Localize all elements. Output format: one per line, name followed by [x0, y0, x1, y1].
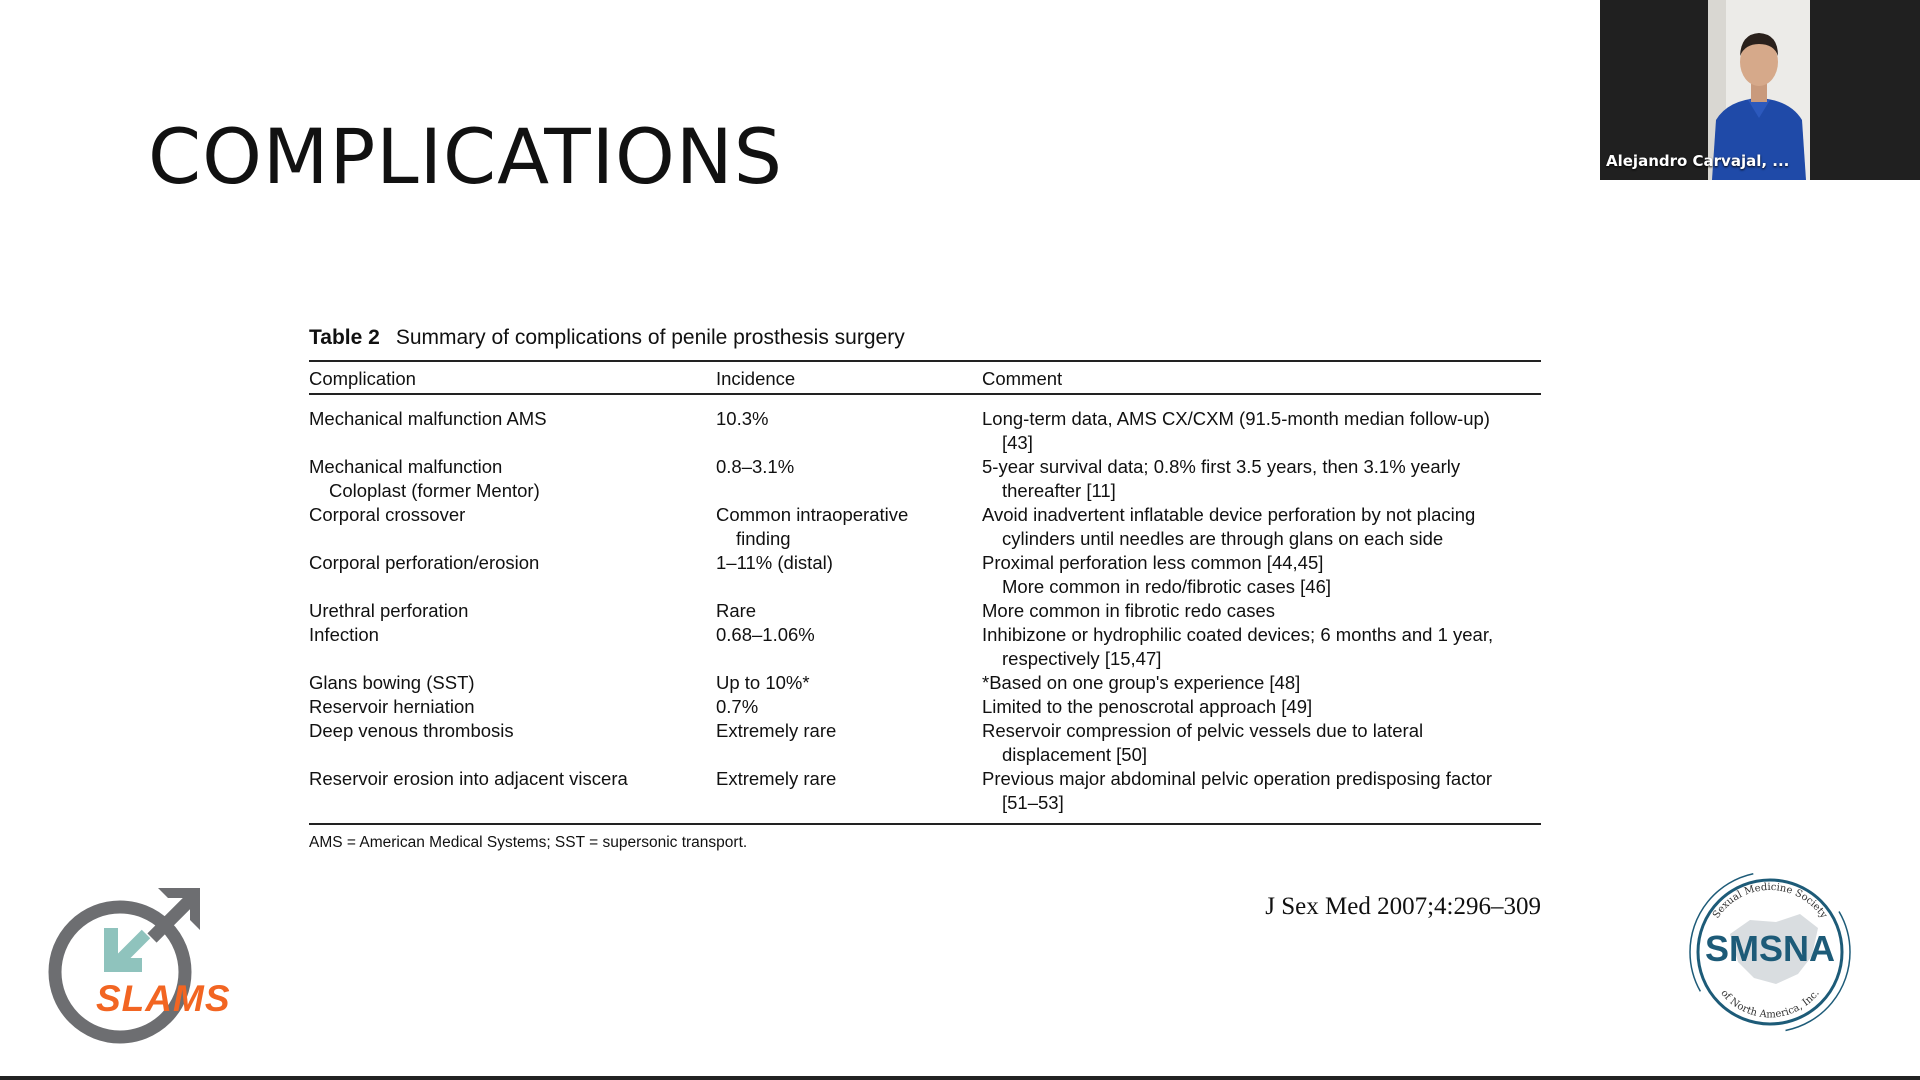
cell-line: Up to 10%* [716, 672, 810, 693]
cell-comment [982, 503, 1541, 551]
cell-line: Inhibizone or hydrophilic coated devices; 6 months and 1 year, [982, 624, 1494, 645]
cell-line: 5-year survival data; 0.8% first 3.5 years, then 3.1% yearly [982, 456, 1461, 477]
cell-incidence [716, 455, 982, 503]
header-complication: Complication [309, 361, 716, 394]
cell-line: 0.8–3.1% [716, 456, 795, 477]
cell-line: More common in redo/fibrotic cases [46] [1002, 576, 1332, 597]
cell-comment [982, 767, 1541, 824]
cell-incidence [716, 551, 982, 599]
cell-line: 0.7% [716, 696, 759, 717]
journal-citation: J Sex Med 2007;4:296–309 [1265, 893, 1541, 920]
table-row [309, 455, 1541, 503]
cell-line: Common intraoperative [716, 504, 909, 525]
table-caption-text: Summary of complications of penile prosthesis surgery [395, 326, 905, 349]
header-incidence: Incidence [716, 361, 982, 394]
smsna-logo-text: SMSNA [1704, 928, 1835, 969]
cell-line: respectively [15,47] [1002, 648, 1162, 669]
cell-comment [982, 695, 1541, 719]
smsna-logo [1680, 862, 1860, 1042]
cell-comment [982, 599, 1541, 623]
cell-line: Urethral perforation [309, 600, 469, 621]
participant-video-tile[interactable] [1600, 0, 1920, 180]
table-footnote: AMS = American Medical Systems; SST = supersonic transport. [309, 834, 748, 851]
table-row [309, 671, 1541, 695]
cell-line: Long-term data, AMS CX/CXM (91.5-month median follow-up) [982, 408, 1490, 429]
cell-line: Corporal perforation/erosion [309, 552, 540, 573]
complications-table [309, 360, 1541, 825]
cell-line: Glans bowing (SST) [309, 672, 475, 693]
cell-line: Corporal crossover [309, 504, 466, 525]
cell-complication [309, 671, 716, 695]
cell-line: Rare [716, 600, 757, 621]
cell-comment [982, 455, 1541, 503]
cell-line: Reservoir erosion into adjacent viscera [309, 768, 628, 789]
cell-complication [309, 503, 716, 551]
table-row [309, 719, 1541, 767]
cell-line: Coloplast (former Mentor) [329, 480, 540, 501]
svg-text:Sexual Medicine Society [1711, 882, 1829, 921]
cell-complication [309, 623, 716, 671]
slams-logo-text: SLAMS [96, 978, 231, 1019]
cell-comment [982, 551, 1541, 599]
cell-line: Reservoir compression of pelvic vessels due to lateral [982, 720, 1424, 741]
slide-title: COMPLICATIONS [148, 112, 783, 201]
cell-line: Limited to the penoscrotal approach [49] [982, 696, 1313, 717]
cell-complication [309, 695, 716, 719]
table-caption [309, 326, 1541, 350]
cell-line: Reservoir herniation [309, 696, 475, 717]
table-row [309, 599, 1541, 623]
cell-incidence [716, 394, 982, 455]
cell-incidence [716, 719, 982, 767]
cell-line: 0.68–1.06% [716, 624, 815, 645]
cell-complication [309, 551, 716, 599]
cell-comment [982, 671, 1541, 695]
table-row [309, 767, 1541, 824]
table-row [309, 623, 1541, 671]
cell-incidence [716, 767, 982, 824]
cell-line: Mechanical malfunction AMS [309, 408, 547, 429]
cell-line: thereafter [11] [1002, 480, 1116, 501]
cell-incidence [716, 671, 982, 695]
header-comment: Comment [982, 361, 1541, 394]
cell-incidence [716, 503, 982, 551]
cell-complication [309, 455, 716, 503]
cell-comment [982, 623, 1541, 671]
cell-line: finding [736, 528, 791, 549]
smsna-ring-bottom-text: of North America, Inc. [1718, 987, 1822, 1021]
cell-line: Previous major abdominal pelvic operation predisposing factor [982, 768, 1493, 789]
cell-line: *Based on one group's experience [48] [982, 672, 1301, 693]
cell-incidence [716, 599, 982, 623]
bottom-border [0, 1076, 1920, 1080]
table-caption-label: Table 2 [309, 326, 380, 349]
participant-name: Alejandro Carvajal, ... [1606, 152, 1790, 170]
cell-comment [982, 394, 1541, 455]
cell-line: cylinders until needles are through glans on each side [1002, 528, 1444, 549]
cell-complication [309, 599, 716, 623]
cell-line: Avoid inadvertent inflatable device perforation by not placing [982, 504, 1476, 525]
cell-complication [309, 719, 716, 767]
table-row [309, 503, 1541, 551]
smsna-ring-top-text: Sexual Medicine Society [1710, 881, 1830, 921]
slams-logo [34, 886, 256, 1048]
cell-line: Proximal perforation less common [44,45] [982, 552, 1324, 573]
cell-incidence [716, 695, 982, 719]
table-row [309, 695, 1541, 719]
slams-male-symbol-icon [34, 886, 256, 1048]
cell-line: More common in fibrotic redo cases [982, 600, 1276, 621]
cell-line: 1–11% (distal) [716, 552, 833, 573]
cell-comment [982, 719, 1541, 767]
cell-line: Extremely rare [716, 720, 837, 741]
table-body [309, 394, 1541, 824]
cell-line: 10.3% [716, 408, 769, 429]
table-row [309, 394, 1541, 455]
cell-incidence [716, 623, 982, 671]
cell-line: Extremely rare [716, 768, 837, 789]
cell-complication [309, 767, 716, 824]
cell-line: Infection [309, 624, 379, 645]
cell-line: Deep venous thrombosis [309, 720, 514, 741]
cell-line: [51–53] [1002, 792, 1064, 813]
cell-complication [309, 394, 716, 455]
table-header-row [309, 361, 1541, 394]
complications-table-figure [309, 326, 1541, 852]
table-row [309, 551, 1541, 599]
cell-line: Mechanical malfunction [309, 456, 503, 477]
cell-line: displacement [50] [1002, 744, 1148, 765]
cell-line: [43] [1002, 432, 1033, 453]
